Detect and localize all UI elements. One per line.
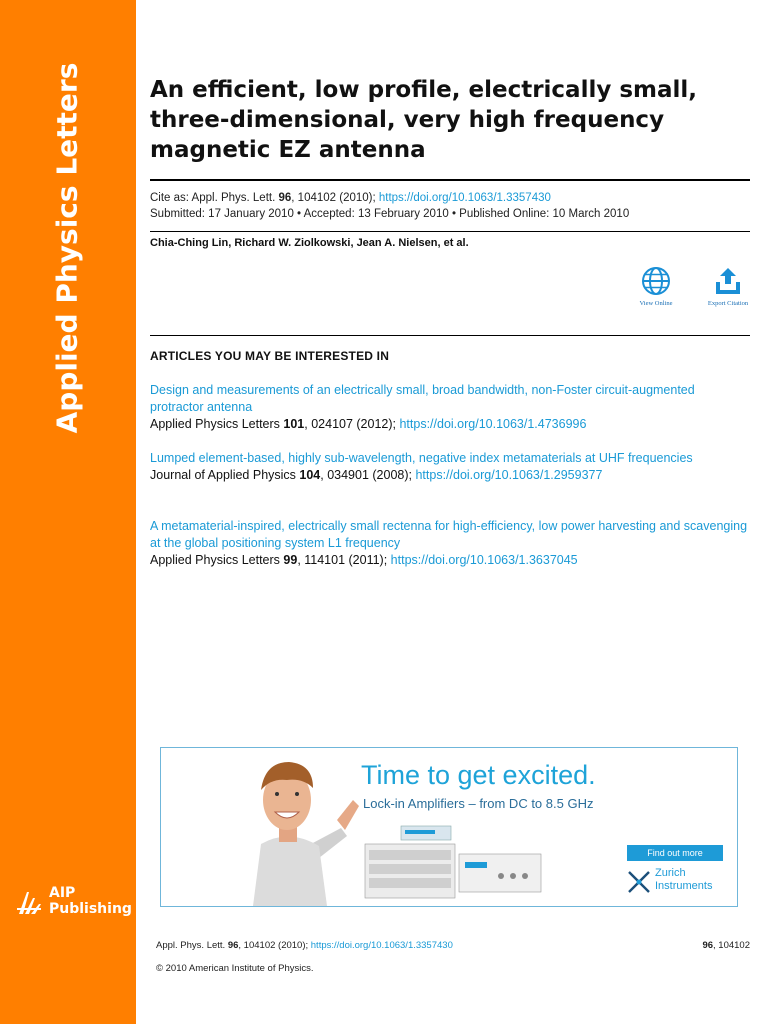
cite-rest: , 104102 (2010); [291,192,379,204]
advertisement-banner[interactable] [160,747,738,907]
related-article-details: , 114101 (2011); [297,553,391,567]
related-article-citation [150,416,750,433]
footer-citation [156,940,453,951]
journal-sidebar [0,0,136,1024]
aip-logo-text [49,885,132,917]
related-divider [150,335,750,336]
related-articles-heading: ARTICLES YOU MAY BE INTERESTED IN [150,349,390,363]
citation-block [150,190,629,222]
footer-page-id: , 104102 [713,940,750,951]
related-article-volume: 101 [283,417,305,431]
related-article [150,382,750,433]
related-article-volume: 104 [299,468,321,482]
related-article-journal: Journal of Applied Physics [150,468,300,482]
related-article [150,518,750,569]
related-article-volume: 99 [283,553,298,567]
related-article-journal: Applied Physics Letters [150,553,284,567]
aip-logo-icon [15,886,47,916]
footer-cite-rest: , 104102 (2010); [238,940,311,951]
copyright-notice: © 2010 American Institute of Physics. [156,963,314,974]
related-article-details: , 024107 (2012); [304,417,400,431]
author-list: Chia-Ching Lin, Richard W. Ziolkowski, Jean A. Nielsen, et al. [150,237,469,249]
ad-subline: Lock-in Amplifiers – from DC to 8.5 GHz [363,796,594,811]
related-article-citation [150,467,750,484]
export-icon [712,266,744,296]
footer-page-number [702,940,750,951]
related-article-title[interactable]: A metamaterial-inspired, electrically small rectenna for high-efficiency, low power harvesting and scavenging at the global positioning system L1 frequency [150,519,748,550]
related-article [150,450,750,484]
aip-logo-line2: Publishing [49,901,132,917]
zurich-instruments-text [655,867,712,893]
cite-volume: 96 [278,192,292,204]
related-article-title[interactable]: Lumped element-based, highly sub-wavelength, negative index metamaterials at UHF frequencies [150,451,693,465]
cite-divider [150,231,750,232]
brand-line1: Zurich [655,867,686,879]
title-divider [150,179,750,181]
brand-line2: Instruments [655,880,713,892]
zurich-instruments-logo[interactable] [627,867,727,897]
export-citation-label: Export Citation [707,300,749,307]
related-article-doi-link[interactable]: https://doi.org/10.1063/1.2959377 [415,468,603,482]
related-article-journal: Applied Physics Letters [150,417,284,431]
footer-cite-volume: 96 [227,940,239,951]
journal-name: Applied Physics Letters [50,62,84,434]
globe-icon [641,266,671,296]
export-citation-button[interactable] [698,266,758,307]
ad-instruments-image [361,824,551,904]
related-article-doi-link[interactable]: https://doi.org/10.1063/1.4736996 [399,417,587,431]
related-article-title[interactable]: Design and measurements of an electrically small, broad bandwidth, non-Foster circuit-augmented protractor antenna [150,383,695,414]
view-online-label: View Online [639,300,673,307]
find-out-more-button[interactable]: Find out more [627,845,723,861]
aip-publishing-logo[interactable] [15,884,132,920]
ad-person-photo [161,748,361,906]
zurich-instruments-icon [627,870,651,894]
article-title: An efficient, low profile, electrically small, three-dimensional, very high frequency magnetic EZ antenna [150,77,698,163]
related-article-details: , 034901 (2008); [320,468,416,482]
footer-doi-link[interactable]: https://doi.org/10.1063/1.3357430 [310,940,453,951]
footer-cite-prefix: Appl. Phys. Lett. [156,940,228,951]
cite-line [150,190,629,206]
article-doi-link[interactable]: https://doi.org/10.1063/1.3357430 [378,192,551,204]
footer-page-volume: 96 [702,940,714,951]
ad-headline: Time to get excited. [361,760,596,790]
related-article-doi-link[interactable]: https://doi.org/10.1063/1.3637045 [390,553,578,567]
aip-logo-line1: AIP [49,885,76,901]
cite-prefix: Cite as: Appl. Phys. Lett. [150,192,279,204]
view-online-button[interactable] [626,266,686,307]
publication-history: Submitted: 17 January 2010 • Accepted: 13 February 2010 • Published Online: 10 March 2010 [150,208,630,220]
related-article-citation [150,552,750,569]
